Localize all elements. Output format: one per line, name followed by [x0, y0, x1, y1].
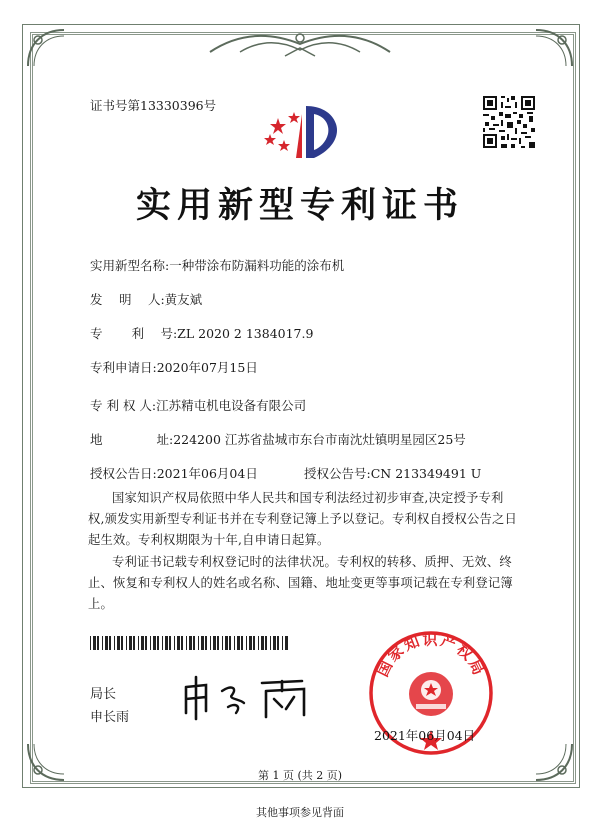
barcode-bar: [145, 636, 147, 650]
barcode-bar: [273, 636, 276, 650]
barcode-bar: [277, 636, 279, 650]
barcode-bar: [237, 636, 240, 650]
field-label: 专利申请日:: [90, 360, 157, 375]
barcode-bar: [133, 636, 135, 650]
barcode-bar: [138, 636, 139, 650]
barcode-bar: [241, 636, 243, 650]
field-label: 发 明 人:: [90, 292, 165, 307]
director-signature: [178, 673, 328, 723]
footer-note: 其他事项参见背面: [256, 806, 344, 819]
qr-code: [481, 94, 537, 150]
field-label: 实用新型名称:: [90, 258, 170, 273]
barcode-bar: [93, 636, 96, 650]
field-value: 一种带涂布防漏料功能的涂布机: [169, 258, 345, 273]
barcode-bar: [282, 636, 283, 650]
barcode-bar: [150, 636, 151, 650]
barcode-bar: [157, 636, 159, 650]
field-value: 黄友斌: [164, 292, 203, 307]
barcode-bar: [210, 636, 211, 650]
barcode-bar: [174, 636, 175, 650]
field-announcement-date: [90, 464, 258, 482]
barcode-bar: [129, 636, 132, 650]
field-utility-model-name: [90, 256, 344, 274]
barcode-bar: [105, 636, 108, 650]
barcode-bar: [189, 636, 192, 650]
barcode-bar: [217, 636, 219, 650]
corner-ornament-top-left: [24, 26, 70, 72]
certificate-title: 实用新型专利证书: [135, 185, 464, 226]
field-value: 2020年07月15日: [156, 360, 258, 375]
field-inventor: [90, 290, 202, 308]
field-patent-number: [90, 324, 313, 342]
barcode-bar: [205, 636, 207, 650]
certificate-number: 证书号第13330396号: [90, 98, 217, 113]
field-label: 授权公告日:: [90, 466, 157, 481]
barcode-bar: [181, 636, 183, 650]
cnipa-logo-icon: [262, 100, 342, 164]
barcode-bar: [117, 636, 120, 650]
body-paragraph-2: [88, 552, 520, 615]
body-paragraph-1: [88, 488, 520, 551]
barcode-bar: [90, 636, 91, 650]
barcode-bar: [198, 636, 199, 650]
barcode-bar: [193, 636, 195, 650]
barcode-bar: [121, 636, 123, 650]
barcode-bar: [201, 636, 204, 650]
field-label: 地 址:: [90, 432, 174, 447]
seal-date: 2021年06月04日: [374, 728, 476, 743]
barcode-bar: [186, 636, 187, 650]
director-name: 申长雨: [90, 710, 130, 725]
barcode-bar: [141, 636, 144, 650]
top-ornament: [200, 30, 400, 60]
field-announcement-number: [304, 464, 481, 482]
barcode-bar: [165, 636, 168, 650]
barcode-bar: [162, 636, 163, 650]
paragraph-text: 国家知识产权局依照中华人民共和国专利法经过初步审查,决定授予专利权,颁发实用新型专利证书并在专利登记簿上予以登记。专利权自授权公告之日起生效。专利权期限为十年,自申请日起算。: [88, 491, 518, 547]
barcode-bar: [126, 636, 127, 650]
paragraph-text: 专利证书记载专利权登记时的法律状况。专利权的转移、质押、无效、终止、恢复和专利权人的姓名或名称、国籍、地址变更等事项记载在专利登记簿上。: [88, 555, 513, 611]
barcode-bar: [285, 636, 288, 650]
barcode-bar: [109, 636, 111, 650]
barcode-bar: [222, 636, 223, 650]
barcode-bar: [97, 636, 99, 650]
barcode-bar: [265, 636, 267, 650]
barcode-bar: [258, 636, 259, 650]
field-label: 专 利 权 人:: [90, 398, 157, 413]
barcode-bar: [246, 636, 247, 650]
barcode-bar: [261, 636, 264, 650]
barcode: [90, 636, 290, 650]
field-value: 2021年06月04日: [156, 466, 258, 481]
barcode-bar: [213, 636, 216, 650]
barcode-bar: [102, 636, 103, 650]
director-title: 局长: [90, 687, 117, 702]
field-value: 224200 江苏省盐城市东台市南沈灶镇明星园区25号: [173, 432, 466, 447]
barcode-bar: [234, 636, 235, 650]
field-label: 专 利 号:: [90, 326, 178, 341]
field-filing-date: [90, 358, 258, 376]
barcode-bar: [177, 636, 180, 650]
page-number: 第 1 页 (共 2 页): [257, 769, 343, 782]
field-address: [90, 430, 466, 448]
field-value: 江苏精屯机电设备有限公司: [156, 398, 307, 413]
barcode-bar: [253, 636, 255, 650]
barcode-bar: [114, 636, 115, 650]
seal-text: 国家知识产权局: [373, 630, 489, 680]
corner-ornament-top-right: [530, 26, 576, 72]
field-value: ZL 2020 2 1384017.9: [177, 326, 314, 341]
barcode-bar: [169, 636, 171, 650]
field-value: CN 213349491 U: [370, 466, 482, 481]
field-label: 授权公告号:: [304, 466, 371, 481]
barcode-bar: [249, 636, 252, 650]
barcode-bar: [229, 636, 231, 650]
barcode-bar: [153, 636, 156, 650]
barcode-bar: [225, 636, 228, 650]
barcode-bar: [270, 636, 271, 650]
field-patentee: [90, 396, 306, 414]
